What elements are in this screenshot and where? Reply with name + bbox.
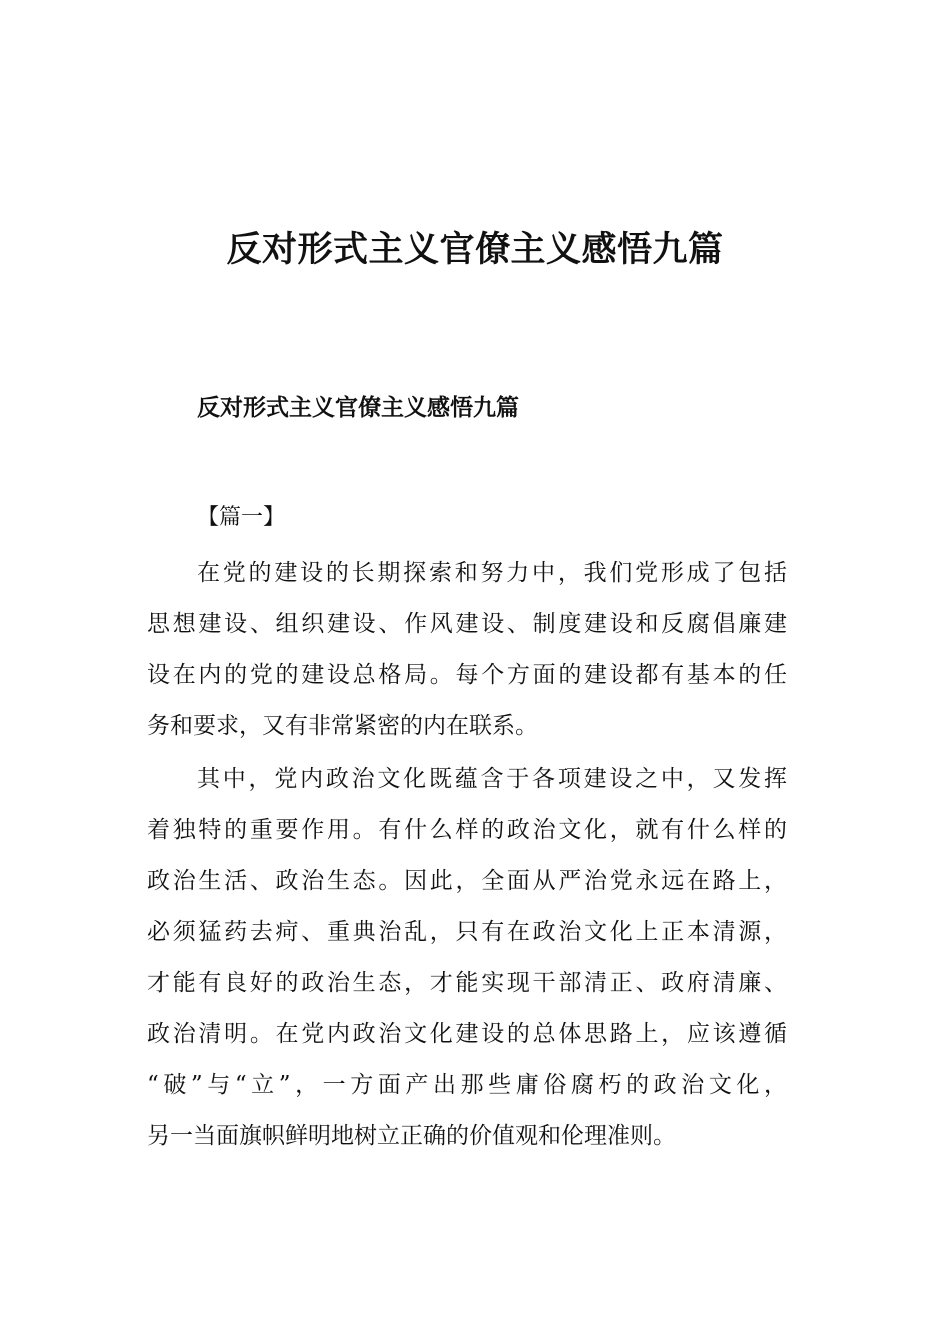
- paragraph-2: [147, 754, 787, 1162]
- paragraph-line: “破”与“立”，一方面产出那些庸俗腐朽的政治文化，: [147, 1072, 787, 1098]
- paragraph-line: 设在内的党的建设总格局。每个方面的建设都有基本的任: [147, 662, 787, 688]
- paragraph-line: 才能有良好的政治生态，才能实现干部清正、政府清廉、: [147, 970, 787, 996]
- document-subtitle: 反对形式主义官僚主义感悟九篇: [197, 395, 519, 421]
- paragraph-line: 务和要求，又有非常紧密的内在联系。: [147, 713, 538, 739]
- paragraph-line: 其中，党内政治文化既蕴含于各项建设之中，又发挥: [197, 766, 787, 792]
- paragraph-line: 着独特的重要作用。有什么样的政治文化，就有什么样的: [147, 817, 787, 843]
- paragraph-line: 思想建设、组织建设、作风建设、制度建设和反腐倡廉建: [147, 611, 787, 637]
- paragraph-line: 另一当面旗帜鲜明地树立正确的价值观和伦理准则。: [147, 1123, 676, 1149]
- document-title: 反对形式主义官僚主义感悟九篇: [226, 230, 724, 270]
- section-label: 【篇一】: [197, 505, 286, 530]
- paragraph-1: [147, 548, 787, 752]
- paragraph-line: 必须猛药去疴、重典治乱，只有在政治文化上正本清源，: [147, 919, 787, 945]
- paragraph-line: 在党的建设的长期探索和努力中，我们党形成了包括: [197, 560, 787, 586]
- paragraph-line: 政治清明。在党内政治文化建设的总体思路上，应该遵循: [147, 1021, 787, 1047]
- paragraph-line: 政治生活、政治生态。因此，全面从严治党永远在路上，: [147, 868, 787, 894]
